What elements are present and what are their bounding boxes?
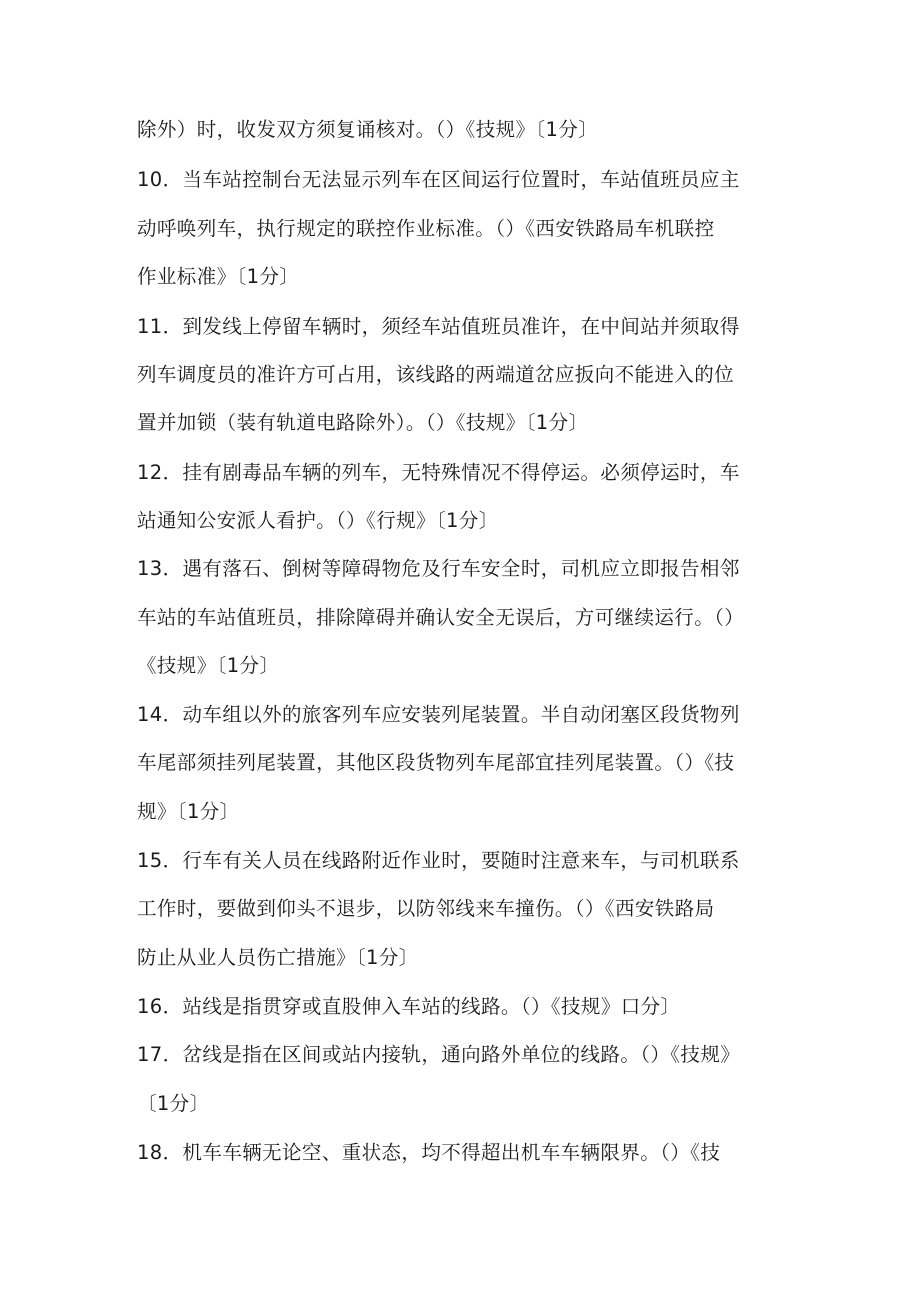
text-line: 规》〔1分〕 xyxy=(137,800,240,823)
text-line: 10．当车站控制台无法显示列车在区间运行位置时，车站值班员应主 xyxy=(137,168,740,191)
text-line: 车站的车站值班员，排除障碍并确认安全无误后，方可继续运行。（） xyxy=(137,606,745,629)
text-line: 《技规》〔1分〕 xyxy=(137,654,280,677)
text-line: 工作时，要做到仰头不退步，以防邻线来车撞伤。（）《西安铁路局 xyxy=(137,897,715,920)
text-line: 车尾部须挂列尾装置，其他区段货物列车尾部宜挂列尾装置。（）《技 xyxy=(137,751,735,774)
text-line: 12．挂有剧毒品车辆的列车，无特殊情况不得停运。必须停运时，车 xyxy=(137,461,740,484)
text-line: 〔1分〕 xyxy=(137,1092,210,1115)
text-line: 16．站线是指贯穿或直股伸入车站的线路。（）《技规》口分〕 xyxy=(137,995,681,1018)
text-line: 作业标准》〔1分〕 xyxy=(137,265,300,288)
text-line: 15．行车有关人员在线路附近作业时，要随时注意来车，与司机联系 xyxy=(137,849,740,872)
text-line: 除外）时，收发双方须复诵核对。（）《技规》〔1分〕 xyxy=(137,118,599,141)
text-line: 站通知公安派人看护。（）《行规》〔1分〕 xyxy=(137,509,499,532)
text-line: 13．遇有落石、倒树等障碍物危及行车安全时，司机应立即报告相邻 xyxy=(137,557,740,580)
text-line: 18．机车车辆无论空、重状态，均不得超出机车车辆限界。（）《技 xyxy=(137,1141,721,1164)
text-line: 11．到发线上停留车辆时，须经车站值班员准许，在中间站并须取得 xyxy=(137,315,740,338)
text-line: 置并加锁（装有轨道电路除外）。（）《技规》〔1分〕 xyxy=(137,411,589,434)
text-line: 防止从业人员伤亡措施》〔1分〕 xyxy=(137,946,419,969)
text-line: 列车调度员的准许方可占用，该线路的两端道岔应扳向不能进入的位 xyxy=(137,363,735,386)
text-line: 17．岔线是指在区间或站内接轨，通向路外单位的线路。（）《技规》 xyxy=(137,1043,741,1066)
text-line: 动呼唤列车，执行规定的联控作业标准。（）《西安铁路局车机联控 xyxy=(137,217,715,240)
text-line: 14．动车组以外的旅客列车应安装列尾装置。半自动闭塞区段货物列 xyxy=(137,703,740,726)
